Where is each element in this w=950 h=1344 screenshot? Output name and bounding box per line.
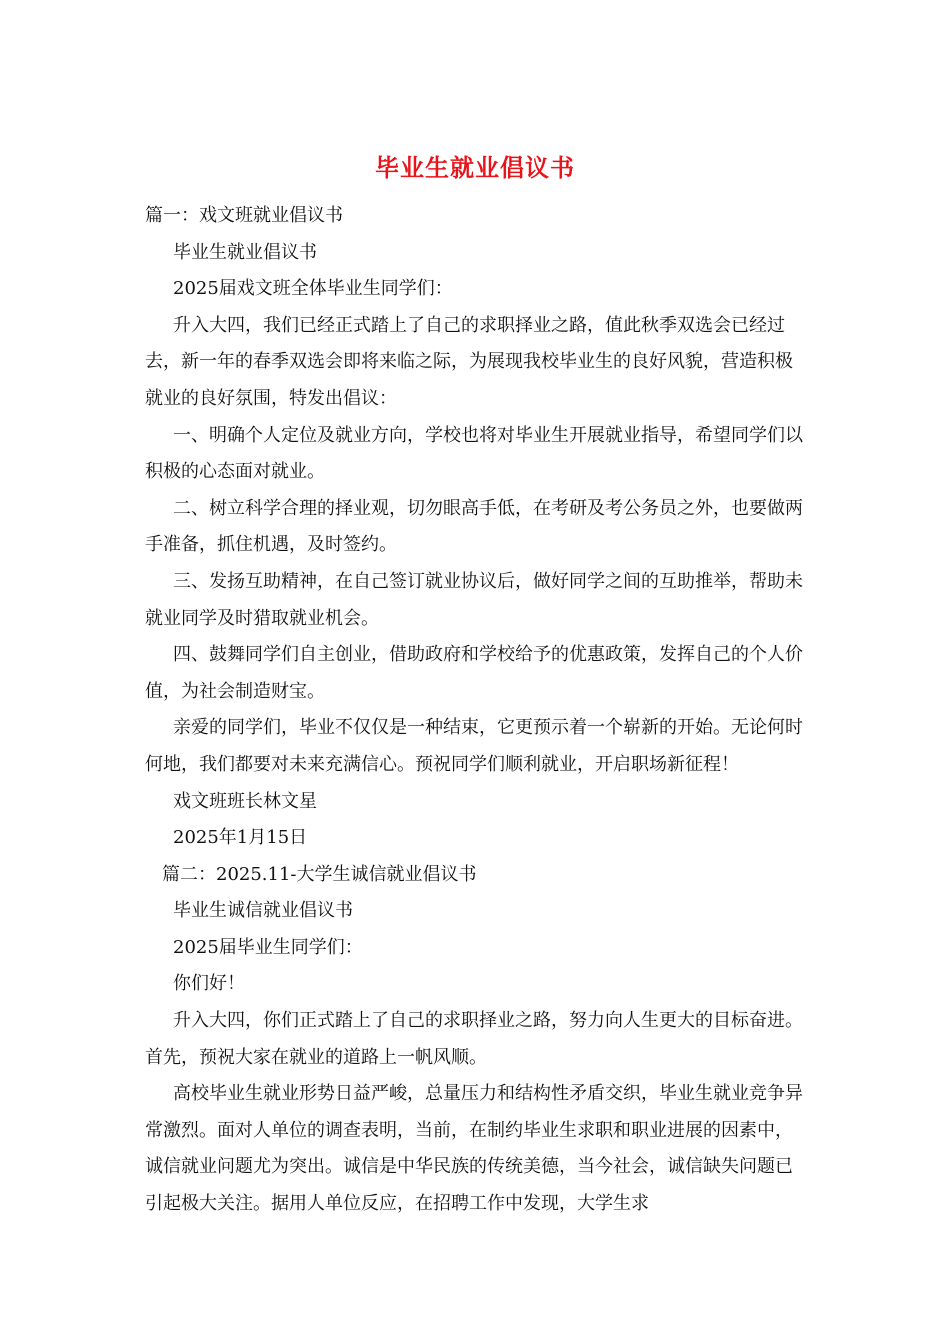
- paragraph: 高校毕业生就业形势日益严峻，总量压力和结构性矛盾交织，毕业生就业竞争异常激烈。面对人单位的调查表明，当前，在制约毕业生求职和职业进展的因素中，诚信就业问题尤为突出。诚信是中华民族的传统美德，当今社会，诚信缺失问题已引起极大关注。据用人单位反应，在招聘工作中发现，大学生求: [145, 1083, 803, 1215]
- signature: 戏文班班长林文星: [173, 790, 317, 812]
- paragraph: 二、树立科学合理的择业观，切勿眼高手低，在考研及考公务员之外，也要做两手准备，抓住机遇，及时签约。: [145, 497, 803, 556]
- paragraph: 三、发扬互助精神，在自己签订就业协议后，做好同学之间的互助推举，帮助未就业同学及时猎取就业机会。: [145, 570, 803, 629]
- paragraph: 升入大四，我们已经正式踏上了自己的求职择业之路，值此秋季双选会已经过去，新一年的春季双选会即将来临之际，为展现我校毕业生的良好风貌，营造积极就业的良好氛围，特发出倡议：: [145, 314, 793, 409]
- paragraph: 四、鼓舞同学们自主创业，借助政府和学校给予的优惠政策，发挥自己的个人价值，为社会制造财宝。: [145, 644, 803, 702]
- salutation-1: 2025届戏文班全体毕业生同学们：: [173, 278, 453, 300]
- salutation-2: 2025届毕业生同学们：: [173, 936, 363, 958]
- greeting: 你们好！: [173, 973, 245, 995]
- date: 2025年1月15日: [173, 827, 308, 849]
- letter-title-2: 毕业生诚信就业倡议书: [173, 900, 353, 922]
- section-heading-2: 篇二：2025.11-大学生诚信就业倡议书: [162, 863, 477, 885]
- section-heading-1: 篇一：戏文班就业倡议书: [145, 205, 343, 226]
- paragraph: 一、明确个人定位及就业方向，学校也将对毕业生开展就业指导，希望同学们以积极的心态面对就业。: [145, 424, 803, 483]
- paragraph: 亲爱的同学们，毕业不仅仅是一种结束，它更预示着一个崭新的开始。无论何时何地，我们都要对未来充满信心。预祝同学们顺利就业，开启职场新征程！: [145, 717, 803, 775]
- letter-title-1: 毕业生就业倡议书: [173, 241, 317, 263]
- document-title: 毕业生就业倡议书: [375, 153, 575, 182]
- paragraph: 升入大四，你们正式踏上了自己的求职择业之路，努力向人生更大的目标奋进。首先，预祝大家在就业的道路上一帆风顺。: [145, 1010, 803, 1068]
- document-body: [145, 198, 810, 1223]
